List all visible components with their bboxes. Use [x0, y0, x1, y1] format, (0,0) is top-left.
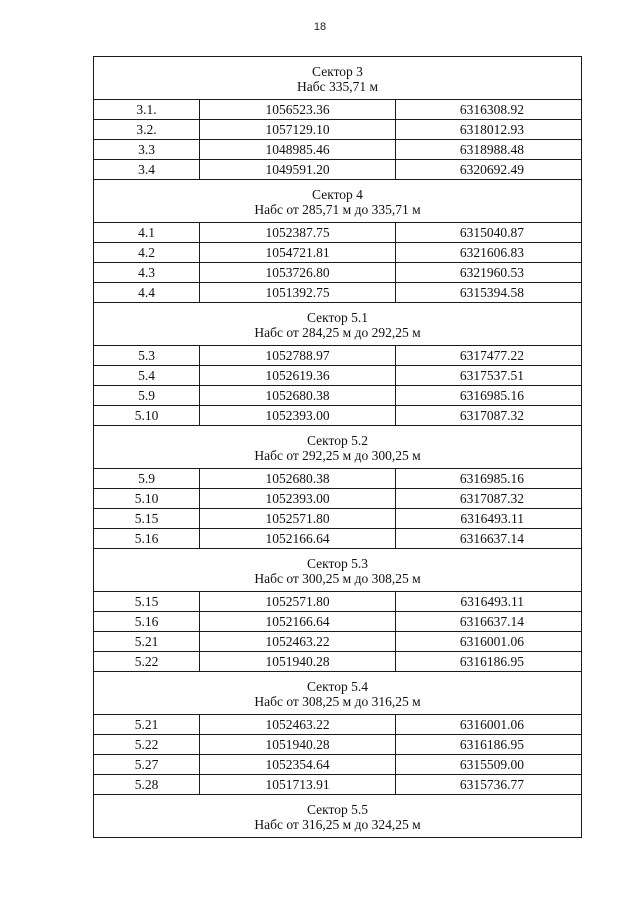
sector-header-row [94, 303, 582, 346]
point-id-cell: 5.27 [94, 755, 200, 775]
table-row [94, 735, 582, 755]
x-coordinate-cell: 1052788.97 [200, 346, 396, 366]
point-id-cell: 5.21 [94, 715, 200, 735]
x-coordinate-cell: 1051940.28 [200, 735, 396, 755]
sector-header-cell [94, 303, 582, 346]
sector-elevation: Набс от 292,25 м до 300,25 м [254, 447, 421, 463]
point-id-cell: 5.4 [94, 366, 200, 386]
point-id-cell: 5.9 [94, 469, 200, 489]
table-row [94, 715, 582, 735]
y-coordinate-cell: 6315040.87 [396, 223, 582, 243]
point-id-cell: 5.10 [94, 489, 200, 509]
sector-header-row [94, 672, 582, 715]
sector-header-cell [94, 549, 582, 592]
table-row [94, 632, 582, 652]
point-id-cell: 4.1 [94, 223, 200, 243]
table-row [94, 366, 582, 386]
table-row [94, 223, 582, 243]
sector-elevation: Набс от 316,25 м до 324,25 м [254, 816, 421, 832]
table-row [94, 652, 582, 672]
y-coordinate-cell: 6318012.93 [396, 120, 582, 140]
y-coordinate-cell: 6316493.11 [396, 592, 582, 612]
point-id-cell: 3.2. [94, 120, 200, 140]
y-coordinate-cell: 6321606.83 [396, 243, 582, 263]
x-coordinate-cell: 1052680.38 [200, 386, 396, 406]
x-coordinate-cell: 1051713.91 [200, 775, 396, 795]
sector-elevation: Набс 335,71 м [296, 78, 379, 94]
y-coordinate-cell: 6316985.16 [396, 469, 582, 489]
x-coordinate-cell: 1053726.80 [200, 263, 396, 283]
y-coordinate-cell: 6317537.51 [396, 366, 582, 386]
sector-elevation: Набс от 285,71 м до 335,71 м [254, 201, 421, 217]
sector-elevation: Набс от 300,25 м до 308,25 м [254, 570, 421, 586]
table-row [94, 160, 582, 180]
point-id-cell: 3.4 [94, 160, 200, 180]
x-coordinate-cell: 1052354.64 [200, 755, 396, 775]
x-coordinate-cell: 1052166.64 [200, 612, 396, 632]
sector-header-row [94, 795, 582, 838]
x-coordinate-cell: 1054721.81 [200, 243, 396, 263]
sector-title: Сектор 4 [312, 186, 363, 202]
sector-header-cell [94, 672, 582, 715]
x-coordinate-cell: 1057129.10 [200, 120, 396, 140]
sector-header-row [94, 180, 582, 223]
x-coordinate-cell: 1052571.80 [200, 509, 396, 529]
point-id-cell: 3.3 [94, 140, 200, 160]
table-row [94, 469, 582, 489]
table-row [94, 283, 582, 303]
sector-header-row [94, 57, 582, 100]
y-coordinate-cell: 6315394.58 [396, 283, 582, 303]
sector-header-row [94, 426, 582, 469]
table-row [94, 775, 582, 795]
x-coordinate-cell: 1052463.22 [200, 715, 396, 735]
point-id-cell: 5.15 [94, 509, 200, 529]
y-coordinate-cell: 6316001.06 [396, 632, 582, 652]
y-coordinate-cell: 6318988.48 [396, 140, 582, 160]
sector-elevation: Набс от 308,25 м до 316,25 м [254, 693, 421, 709]
sector-title: Сектор 5.3 [306, 555, 368, 571]
y-coordinate-cell: 6317087.32 [396, 489, 582, 509]
sector-header-cell [94, 795, 582, 838]
y-coordinate-cell: 6316637.14 [396, 612, 582, 632]
point-id-cell: 5.15 [94, 592, 200, 612]
coordinates-table [93, 56, 582, 838]
point-id-cell: 5.10 [94, 406, 200, 426]
y-coordinate-cell: 6316985.16 [396, 386, 582, 406]
table-row [94, 612, 582, 632]
table-row [94, 140, 582, 160]
sector-header-row [94, 549, 582, 592]
sector-title: Сектор 5.5 [306, 801, 368, 817]
x-coordinate-cell: 1056523.36 [200, 100, 396, 120]
y-coordinate-cell: 6316001.06 [396, 715, 582, 735]
y-coordinate-cell: 6316186.95 [396, 652, 582, 672]
y-coordinate-cell: 6321960.53 [396, 263, 582, 283]
point-id-cell: 5.28 [94, 775, 200, 795]
point-id-cell: 5.16 [94, 612, 200, 632]
sector-title: Сектор 5.2 [306, 432, 368, 448]
y-coordinate-cell: 6316637.14 [396, 529, 582, 549]
x-coordinate-cell: 1049591.20 [200, 160, 396, 180]
y-coordinate-cell: 6317087.32 [396, 406, 582, 426]
table-row [94, 755, 582, 775]
table-row [94, 509, 582, 529]
coordinates-table-body [94, 57, 582, 838]
table-row [94, 346, 582, 366]
y-coordinate-cell: 6320692.49 [396, 160, 582, 180]
point-id-cell: 5.22 [94, 735, 200, 755]
x-coordinate-cell: 1052463.22 [200, 632, 396, 652]
table-row [94, 592, 582, 612]
x-coordinate-cell: 1052166.64 [200, 529, 396, 549]
x-coordinate-cell: 1051392.75 [200, 283, 396, 303]
x-coordinate-cell: 1052680.38 [200, 469, 396, 489]
y-coordinate-cell: 6316493.11 [396, 509, 582, 529]
table-row [94, 243, 582, 263]
table-row [94, 406, 582, 426]
y-coordinate-cell: 6315736.77 [396, 775, 582, 795]
x-coordinate-cell: 1052393.00 [200, 406, 396, 426]
sector-title: Сектор 5.4 [306, 678, 368, 694]
point-id-cell: 4.3 [94, 263, 200, 283]
point-id-cell: 5.3 [94, 346, 200, 366]
y-coordinate-cell: 6315509.00 [396, 755, 582, 775]
table-row [94, 489, 582, 509]
table-row [94, 263, 582, 283]
sector-header-cell [94, 57, 582, 100]
point-id-cell: 3.1. [94, 100, 200, 120]
x-coordinate-cell: 1052393.00 [200, 489, 396, 509]
x-coordinate-cell: 1052387.75 [200, 223, 396, 243]
sector-header-cell [94, 426, 582, 469]
table-row [94, 120, 582, 140]
sector-title: Сектор 5.1 [306, 309, 368, 325]
table-row [94, 529, 582, 549]
table-row [94, 386, 582, 406]
y-coordinate-cell: 6317477.22 [396, 346, 582, 366]
x-coordinate-cell: 1048985.46 [200, 140, 396, 160]
sector-header-cell [94, 180, 582, 223]
point-id-cell: 5.16 [94, 529, 200, 549]
point-id-cell: 4.2 [94, 243, 200, 263]
point-id-cell: 5.9 [94, 386, 200, 406]
point-id-cell: 5.22 [94, 652, 200, 672]
x-coordinate-cell: 1052571.80 [200, 592, 396, 612]
point-id-cell: 4.4 [94, 283, 200, 303]
sector-title: Сектор 3 [312, 63, 363, 79]
table-row [94, 100, 582, 120]
x-coordinate-cell: 1051940.28 [200, 652, 396, 672]
sector-elevation: Набс от 284,25 м до 292,25 м [254, 324, 421, 340]
y-coordinate-cell: 6316308.92 [396, 100, 582, 120]
y-coordinate-cell: 6316186.95 [396, 735, 582, 755]
x-coordinate-cell: 1052619.36 [200, 366, 396, 386]
page-number: 18 [313, 21, 327, 33]
point-id-cell: 5.21 [94, 632, 200, 652]
